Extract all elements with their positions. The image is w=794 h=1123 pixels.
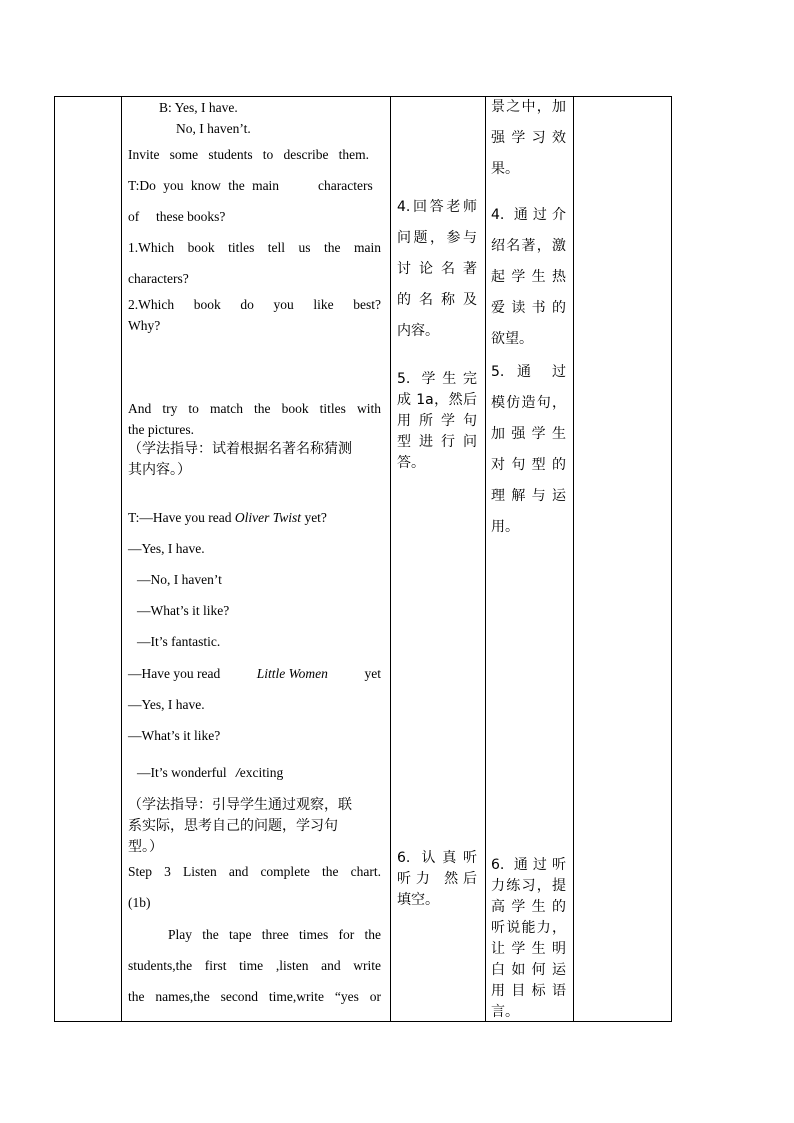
question-line: Why?	[128, 318, 161, 333]
dialog-line: —What’s it like?	[137, 603, 230, 618]
dialog-line: T:—Have you read Oliver Twist yet?	[128, 510, 327, 525]
study-guide-note: 型。）	[128, 839, 163, 855]
dialog-line: —Yes, I have.	[128, 697, 205, 712]
text-line: Play the tape three times for the	[168, 927, 381, 942]
dialog-line: No, I haven’t.	[176, 121, 251, 136]
step-heading: Step 3 Listen and complete the chart.	[128, 864, 381, 879]
text-line: the names,the second time,write “yes or	[128, 989, 381, 1004]
lesson-plan-table	[54, 96, 672, 1022]
intent-5: 5. 通 过 模仿造句， 加强学生 对句型的 理解与运 用。	[491, 364, 566, 535]
text-line: the pictures.	[128, 422, 194, 437]
dialog-line: —No, I haven’t	[137, 572, 222, 587]
question-line: 2.Which book do you like best?	[128, 297, 381, 312]
question-line: characters?	[128, 271, 189, 286]
intent-6: 6. 通过听 力练习，提 高学生的 听说能力， 让学生明 白如何运 用目标语 言。	[491, 857, 566, 1020]
intent-continued: 景之中，加 强学习效 果。	[491, 99, 566, 177]
dialog-line: B: Yes, I have.	[159, 100, 238, 115]
dialog-line: —It’s wonderful /exciting	[137, 765, 284, 780]
step-heading: (1b)	[128, 895, 151, 910]
text-line: of	[128, 209, 140, 224]
text-line: characters	[318, 178, 373, 193]
text-line: these books?	[156, 209, 226, 224]
column-divider	[573, 97, 574, 1021]
text-line: T:Do you know the main	[128, 178, 280, 193]
text-line: students,the first time ,listen and write	[128, 958, 381, 973]
text-line: And try to match the book titles with	[128, 401, 381, 416]
activity-4: 4.回答老师 问题，参与 讨论名著 的名称及 内容。	[397, 199, 477, 339]
dialog-line: —It’s fantastic.	[137, 634, 221, 649]
study-guide-note: 系实际，思考自己的问题，学习句	[128, 818, 338, 834]
column-divider	[485, 97, 486, 1021]
activity-6: 6. 认真听 听力 然后 填空。	[397, 850, 477, 908]
dialog-line: —What’s it like?	[128, 728, 221, 743]
study-guide-note: （学法指导：引导学生通过观察，联	[128, 797, 352, 813]
question-line: 1.Which book titles tell us the main	[128, 240, 381, 255]
study-guide-note: （学法指导：试着根据名著名称猜测	[128, 441, 352, 457]
column-divider	[390, 97, 391, 1021]
activity-5: 5. 学生完 成 1a，然后 用所学句 型进行问 答。	[397, 371, 477, 471]
text-line: Invite some students to describe them.	[128, 147, 369, 162]
column-divider	[121, 97, 122, 1021]
intent-4: 4. 通过介 绍名著，激 起学生热 爱读书的 欲望。	[491, 207, 566, 347]
dialog-line: —Yes, I have.	[128, 541, 205, 556]
study-guide-note: 其内容。）	[128, 462, 191, 478]
dialog-line: —Have you read Little Women yet	[128, 666, 381, 681]
